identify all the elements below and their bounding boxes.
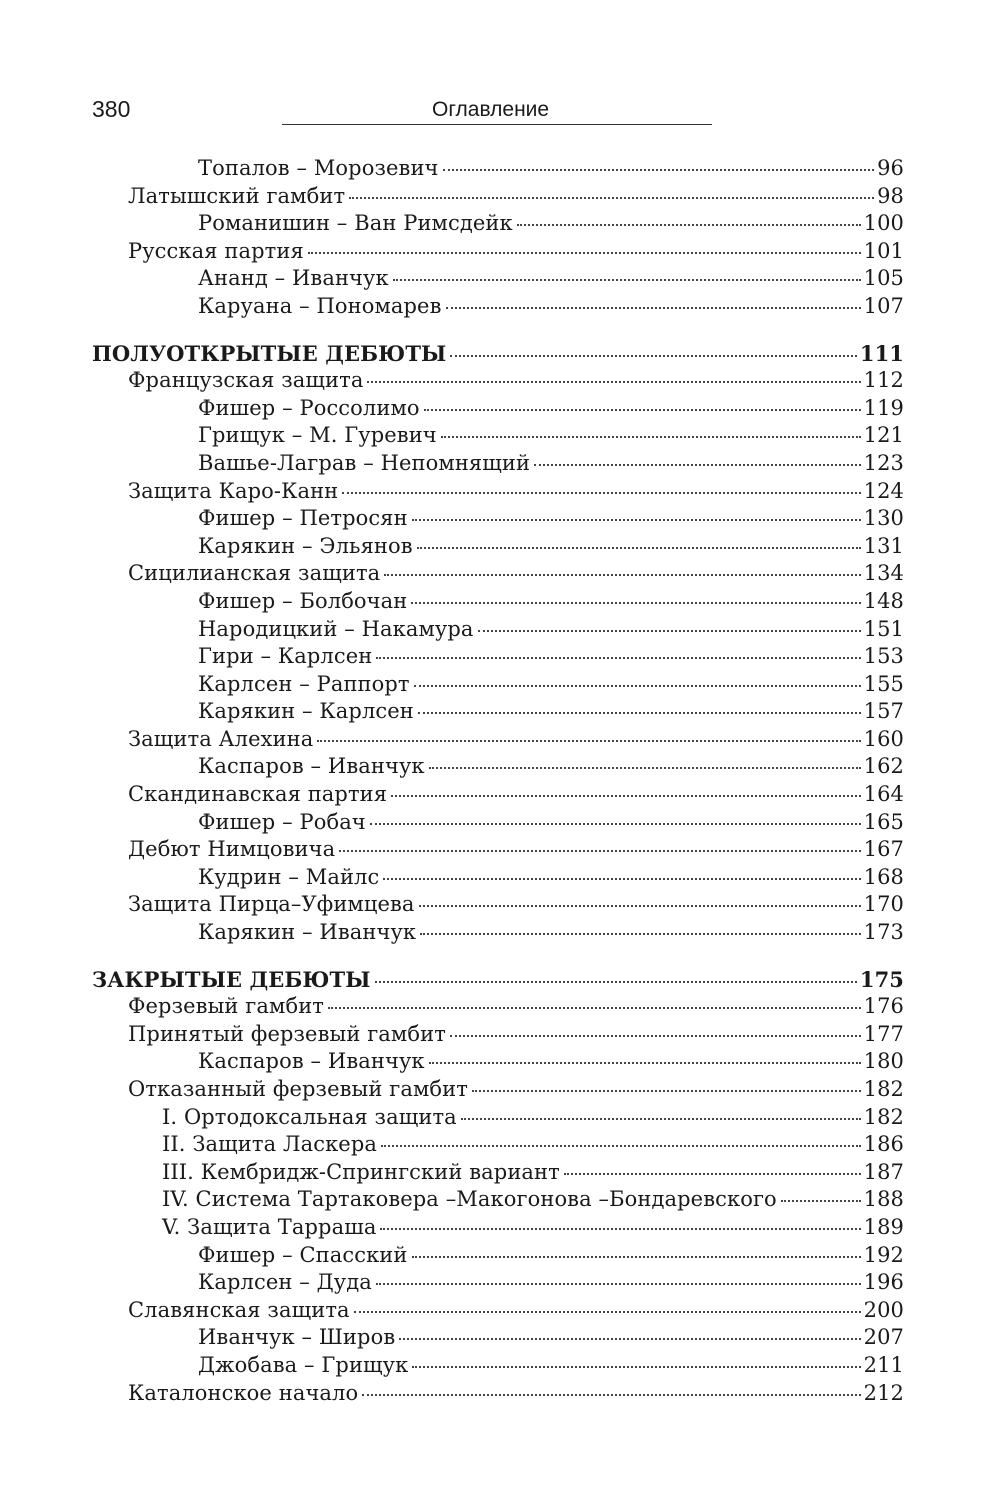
toc-entry (92, 293, 904, 321)
dot-leader (450, 1032, 861, 1037)
dot-leader (478, 627, 861, 632)
toc-entry-title: Скандинавская партия (128, 782, 388, 807)
toc-entry-title: Каруана – Пономарев (198, 293, 442, 318)
toc-entry (92, 919, 904, 947)
dot-leader (441, 433, 861, 438)
toc-entry (92, 155, 904, 183)
toc-entry-page: 180 (863, 1049, 904, 1074)
dot-leader (317, 737, 860, 742)
toc-entry-page: 107 (863, 293, 904, 318)
toc-entry-page: 192 (863, 1242, 904, 1267)
dot-leader (381, 1142, 861, 1147)
toc-entry-page: 98 (877, 183, 904, 208)
toc-entry-page: 182 (863, 1104, 904, 1129)
dot-leader (342, 489, 860, 494)
toc-entry-title: Карлсен – Дуда (198, 1270, 372, 1295)
dot-leader (367, 378, 860, 383)
toc-entry-title: Народицкий – Накамура (198, 616, 474, 641)
dot-leader (328, 1004, 861, 1009)
dot-leader (418, 709, 861, 714)
toc-entry (92, 183, 904, 211)
header-rule (282, 124, 712, 125)
toc-entry (92, 1269, 904, 1297)
toc-entry (92, 616, 904, 644)
toc-entry-page: 170 (863, 892, 904, 917)
toc-entry-title: Ферзевый гамбит (128, 994, 325, 1019)
toc-entry-page: 96 (877, 156, 904, 180)
toc-entry-title: Карякин – Эльянов (198, 533, 413, 558)
toc-entry (92, 265, 904, 293)
dot-leader (564, 1170, 861, 1175)
toc-entry-page: 134 (863, 561, 904, 586)
toc-entry (92, 891, 904, 919)
toc-entry (92, 367, 904, 395)
toc-entry-page: 173 (863, 920, 904, 945)
toc-entry-page: 167 (863, 837, 904, 862)
toc-entry-page: 177 (863, 1021, 904, 1046)
dot-leader (354, 1308, 861, 1313)
toc-entry (92, 588, 904, 616)
toc-entry-page: 176 (863, 994, 904, 1019)
toc-entry-page: 160 (863, 726, 904, 751)
toc-entry-page: 207 (863, 1325, 904, 1350)
toc-entry (92, 1076, 904, 1104)
dot-leader (424, 406, 861, 411)
toc-entry-title: Защита Пирца–Уфимцева (128, 892, 415, 917)
dot-leader (450, 352, 856, 357)
toc-entry-title: Защита Алехина (128, 726, 314, 751)
toc-entry-page: 189 (863, 1214, 904, 1239)
toc-entry-title: ЗАКРЫТЫЕ ДЕБЮТЫ (92, 966, 371, 992)
toc-entry (92, 1159, 904, 1187)
toc-entry-title: Сицилианская защита (128, 561, 381, 586)
toc-entry-page: 187 (863, 1159, 904, 1184)
dot-leader (349, 194, 874, 199)
toc-entry-title: III. Кембридж-Спрингский вариант (162, 1159, 560, 1184)
toc-entry-title: Карякин – Карлсен (198, 699, 414, 724)
toc-entry-page: 123 (863, 450, 904, 475)
dot-leader (399, 1335, 860, 1340)
toc-entry-title: II. Защита Ласкера (162, 1132, 377, 1157)
toc-entry-title: Славянская защита (128, 1297, 350, 1322)
toc-entry-title: Грищук – М. Гуревич (198, 423, 437, 448)
toc-entry (92, 1131, 904, 1159)
toc-entry-title: Каспаров – Иванчук (198, 1049, 425, 1074)
toc-entry-title: Русская партия (128, 238, 304, 263)
dot-leader (362, 1391, 860, 1396)
dot-leader (419, 902, 861, 907)
toc-entry-page: 121 (863, 423, 904, 448)
toc-entry (92, 864, 904, 892)
dot-leader (412, 1363, 860, 1368)
dot-leader (308, 249, 861, 254)
toc-entry (92, 1104, 904, 1132)
toc-entry-title: V. Защита Тарраша (162, 1214, 377, 1239)
toc-entry-title: Топалов – Морозевич (198, 156, 439, 180)
toc-entry-page: 148 (863, 588, 904, 613)
toc-entry-page: 153 (863, 644, 904, 669)
toc-entry (92, 395, 904, 423)
toc-entry (92, 533, 904, 561)
dot-leader (384, 571, 860, 576)
toc-entry (92, 450, 904, 478)
toc-entry-page: 131 (863, 533, 904, 558)
toc-entry-title: Принятый ферзевый гамбит (128, 1021, 446, 1046)
dot-leader (393, 276, 861, 281)
dot-leader (375, 978, 857, 983)
toc-entry (92, 836, 904, 864)
toc-entry-title: Ананд – Иванчук (198, 266, 389, 291)
toc-entry-page: 100 (863, 211, 904, 236)
dot-leader (420, 930, 860, 935)
dot-leader (376, 1280, 861, 1285)
toc-entry (92, 210, 904, 238)
dot-leader (383, 875, 860, 880)
toc-entry-page: 157 (863, 699, 904, 724)
toc-entry (92, 809, 904, 837)
toc-entry-page: 111 (859, 340, 904, 366)
dot-leader (391, 792, 860, 797)
toc-entry-title: Французская защита (128, 368, 364, 393)
toc-entry (92, 781, 904, 809)
toc-entry-title: Фишер – Петросян (198, 506, 408, 531)
toc-entry-page: 175 (859, 966, 904, 992)
toc-entry-title: Карлсен – Раппорт (198, 671, 410, 696)
toc-entry-page: 130 (863, 506, 904, 531)
toc-entry (92, 1324, 904, 1352)
toc-section-heading (92, 340, 904, 368)
toc-entry-title: Отказанный ферзевый гамбит (128, 1077, 468, 1101)
toc-entry-title: Романишин – Ван Римсдейк (198, 211, 513, 236)
toc-entry-page: 112 (863, 368, 904, 393)
dot-leader (412, 516, 861, 521)
dot-leader (339, 847, 860, 852)
toc-entry (92, 1242, 904, 1270)
toc-entry (92, 1048, 904, 1076)
toc-entry (92, 726, 904, 754)
toc-entry-title: Защита Каро-Канн (128, 478, 339, 503)
toc-entry-page: 188 (863, 1187, 904, 1212)
page-number: 380 (92, 96, 131, 122)
toc-entry-page: 151 (863, 616, 904, 641)
dot-leader (411, 599, 860, 604)
toc-entry-title: Фишер – Россолимо (198, 395, 420, 420)
toc-entry-title: Фишер – Спасский (198, 1242, 408, 1267)
toc-entry (92, 422, 904, 450)
toc-entry-page: 212 (863, 1380, 904, 1405)
toc-entry-page: 162 (863, 754, 904, 779)
toc-entry (92, 643, 904, 671)
dot-leader (380, 1225, 860, 1230)
toc-entry (92, 238, 904, 266)
toc-entry (92, 1297, 904, 1325)
toc-entry (92, 1380, 904, 1408)
dot-leader (429, 764, 861, 769)
dot-leader (370, 820, 861, 825)
toc-entry-page: 196 (863, 1270, 904, 1295)
toc-section-heading (92, 966, 904, 994)
table-of-contents (92, 155, 904, 1407)
toc-entry (92, 671, 904, 699)
toc-entry-title: Фишер – Болбочан (198, 588, 408, 613)
toc-entry (92, 993, 904, 1021)
toc-entry-page: 200 (863, 1297, 904, 1322)
dot-leader (443, 166, 875, 171)
dot-leader (461, 1115, 861, 1120)
toc-entry-page: 168 (863, 864, 904, 889)
toc-entry-title: Каспаров – Иванчук (198, 754, 425, 779)
toc-entry-page: 105 (863, 266, 904, 291)
toc-entry-page: 165 (863, 809, 904, 834)
toc-entry-page: 101 (863, 238, 904, 263)
toc-entry (92, 478, 904, 506)
toc-entry-page: 182 (863, 1077, 904, 1101)
toc-entry-page: 186 (863, 1132, 904, 1157)
dot-leader (534, 461, 861, 466)
running-header-title: Оглавление (432, 98, 550, 121)
toc-entry-page: 211 (863, 1352, 904, 1377)
toc-entry-title: Вашье-Лаграв – Непомнящий (198, 450, 531, 475)
dot-leader (417, 544, 861, 549)
toc-entry-title: I. Ортодоксальная защита (162, 1104, 457, 1129)
toc-entry (92, 1352, 904, 1380)
toc-entry-title: Фишер – Робач (198, 809, 366, 834)
toc-entry-title: Карякин – Иванчук (198, 920, 417, 945)
toc-entry (92, 698, 904, 726)
toc-entry (92, 1214, 904, 1242)
dot-leader (429, 1059, 861, 1064)
dot-leader (472, 1087, 861, 1092)
toc-entry-title: Латышский гамбит (128, 183, 346, 208)
toc-entry-title: Кудрин – Майлс (198, 864, 380, 889)
dot-leader (781, 1197, 861, 1202)
toc-entry-title: Дебют Нимцовича (128, 837, 336, 862)
toc-entry (92, 753, 904, 781)
dot-leader (376, 654, 860, 659)
toc-entry (92, 1021, 904, 1049)
toc-entry-page: 119 (863, 395, 904, 420)
toc-entry-title: Каталонское начало (128, 1380, 359, 1405)
toc-entry-title: Иванчук – Широв (198, 1325, 396, 1350)
toc-entry-page: 155 (863, 671, 904, 696)
dot-leader (414, 682, 861, 687)
toc-entry-title: IV. Система Тартаковера –Макогонова –Бондаревского (162, 1187, 777, 1212)
dot-leader (446, 304, 861, 309)
toc-entry-title: Гири – Карлсен (198, 644, 373, 669)
toc-entry-title: Джобава – Грищук (198, 1352, 409, 1377)
toc-entry (92, 505, 904, 533)
toc-entry-page: 124 (863, 478, 904, 503)
toc-entry-title: ПОЛУОТКРЫТЫЕ ДЕБЮТЫ (92, 340, 447, 366)
toc-entry (92, 560, 904, 588)
toc-entry-page: 164 (863, 782, 904, 807)
toc-entry (92, 1186, 904, 1214)
dot-leader (412, 1253, 861, 1258)
dot-leader (517, 221, 861, 226)
